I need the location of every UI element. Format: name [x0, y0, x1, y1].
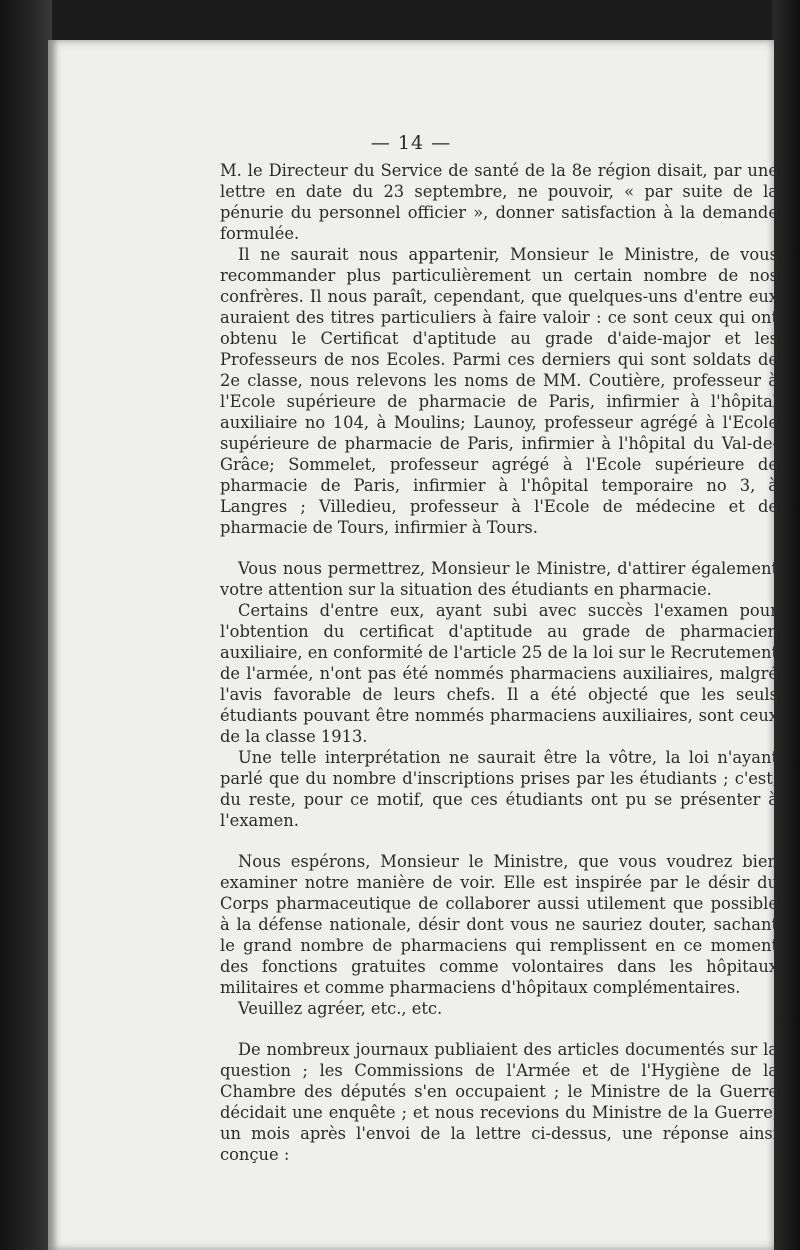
paragraph-gap [220, 1019, 778, 1039]
paragraph-4: Certains d'entre eux, ayant subi avec succès l'examen pour l'obtention du certificat d'aptitude au grade de pharmacien auxiliaire, en conformité de l'article 25 de la loi sur le Recrutement de l'armée, n'ont pas été nommés pharmaciens auxiliaires, malgré l'avis favorable de leurs chefs. Il a été objecté que les seuls étudiants pouvant être nommés pharmaciens auxiliaires, sont ceux de la classe 1913. [220, 601, 778, 746]
paragraph-5: Une telle interprétation ne saurait être la vôtre, la loi n'ayant parlé que du nombre d'inscriptions prises par les étudiants ; c'est, du reste, pour ce motif, que ces étudiants ont pu se présenter à l'examen. [220, 748, 778, 830]
document-page [48, 40, 778, 1250]
closing-formula: Veuillez agréer, etc., etc. [238, 999, 443, 1018]
paragraph-3: Vous nous permettrez, Monsieur le Ministre, d'attirer également votre attention sur la situation des étudiants en pharmacie. [220, 559, 778, 599]
scan-left-border [0, 0, 52, 1250]
paragraph-2: Il ne saurait nous appartenir, Monsieur le Ministre, de vous recommander plus particulièrement un certain nombre de nos confrères. Il nous paraît, cependant, que quelques-uns d'entre eux auraient des titres particuliers à faire valoir : ce sont ceux qui ont obtenu le Certificat d'aptitude au grade d'aide-major et les Professeurs de nos Ecoles. Parmi ces derniers qui sont soldats de 2e classe, nous relevons les noms de MM. Coutière, professeur à l'Ecole supérieure de pharmacie de Paris, infirmier à l'hôpital auxiliaire no 104, à Moulins; Launoy, professeur agrégé à l'Ecole supérieure de pharmacie de Paris, infirmier à l'hôpital du Val-de-Grâce; Sommelet, professeur agrégé à l'Ecole supérieure de pharmacie de Paris, infirmier à l'hôpital temporaire no 3, à Langres ; Villedieu, professeur à l'Ecole de médecine et de pharmacie de Tours, infirmier à Tours. [220, 245, 778, 537]
paragraph-gap [220, 538, 778, 558]
paragraph-gap [220, 831, 778, 851]
paragraph-6: Nous espérons, Monsieur le Ministre, que vous voudrez bien examiner notre manière de voir. Elle est inspirée par le désir du Corps pharmaceutique de collaborer aussi utilement que possible à la défense nationale, désir dont vous ne sauriez douter, sachant le grand nombre de pharmaciens qui remplissent en ce moment des fonctions gratuites comme volontaires dans les hôpitaux militaires et comme pharmaciens d'hôpitaux complémentaires. [220, 852, 778, 997]
body-text [220, 160, 778, 1165]
binding-shadow [48, 40, 58, 1250]
page-number: — 14 — [370, 132, 452, 154]
paragraph-8: De nombreux journaux publiaient des articles documentés sur la question ; les Commissions de l'Armée et de l'Hygiène de la Chambre des députés s'en occupaient ; le Ministre de la Guerre décidait une enquête ; et nous recevions du Ministre de la Guerre, un mois après l'envoi de la lettre ci-dessus, une réponse ainsi conçue : [220, 1040, 778, 1164]
paragraph-1: M. le Directeur du Service de santé de la 8e région disait, par une lettre en date du 23 septembre, ne pouvoir, « par suite de la pénurie du personnel officier », donner satisfaction à la demande formulée. [220, 161, 778, 243]
